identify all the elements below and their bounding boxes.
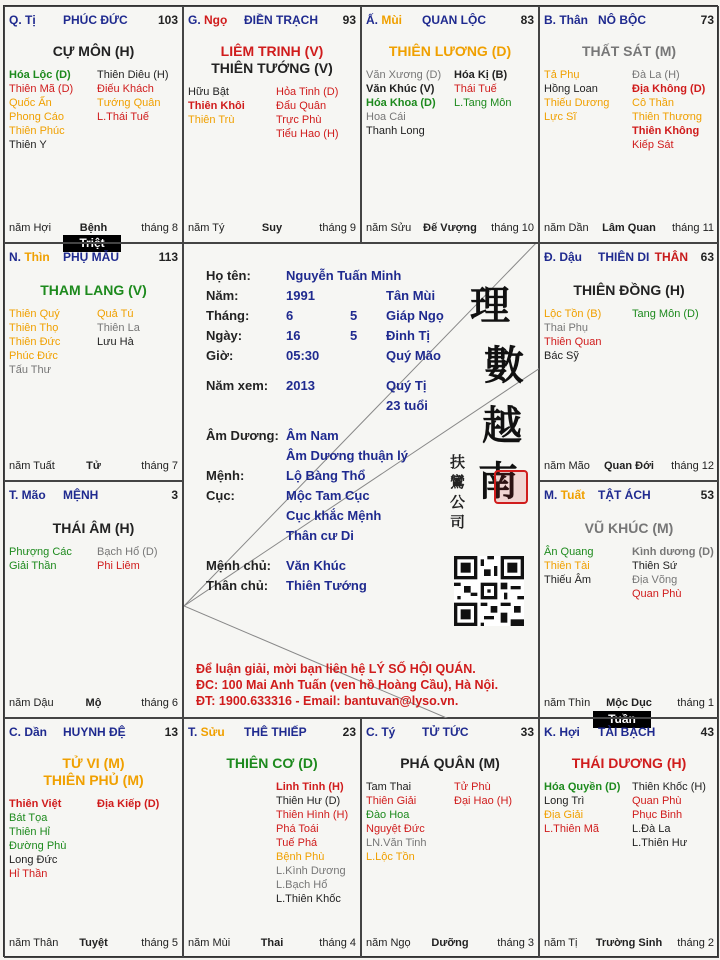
life-stage: Thai [260, 937, 284, 949]
year-value: 1991 [286, 288, 315, 303]
branch-accent: Sửu [200, 725, 225, 739]
contact-line-email[interactable]: ĐT: 1900.633316 - Email: bantuvan@lyso.vn. [196, 694, 459, 708]
stars-right-column [97, 797, 159, 811]
palace-name: TÀI BẠCH [598, 725, 656, 739]
minor-star: Trực Phù [276, 114, 322, 126]
minor-star: Thanh Long [366, 125, 425, 137]
month-value: 6 [286, 308, 294, 323]
palace-number: 63 [700, 250, 714, 264]
minor-star: Tử Phù [454, 781, 491, 793]
minor-star: Đường Phù [9, 840, 67, 852]
palace-name: PHÚC ĐỨC [63, 13, 128, 27]
minor-star: Phượng Các [9, 546, 72, 558]
hour-value: 05:30 [286, 348, 320, 363]
minor-star: Hỏa Tinh (D) [276, 86, 339, 98]
thanchu-value: Thiên Tướng [286, 578, 367, 593]
main-star: THÁI ÂM (H) [52, 520, 135, 536]
branch-accent: Tuất [560, 488, 586, 502]
palace-cell-thin [4, 243, 183, 481]
minor-star: Hóa Lộc (D) [9, 69, 71, 81]
minor-star: Phá Toái [276, 823, 319, 835]
menhchu-label: Mệnh chủ: [206, 558, 271, 573]
main-star: THIÊN LƯƠNG (D) [388, 43, 512, 59]
minor-star: Thiếu Âm [544, 574, 592, 586]
menh-label: Mệnh: [206, 468, 245, 483]
amduong-label: Âm Dương: [206, 428, 279, 443]
palace-number: 113 [158, 250, 178, 264]
palace-header [366, 13, 534, 29]
amduong-value: Âm Nam [286, 428, 339, 443]
minor-star: Địa Không (D) [632, 83, 706, 95]
minor-star: L.Lộc Tồn [366, 851, 415, 863]
minor-star: Long Đức [9, 854, 58, 866]
minor-star: Bệnh Phù [276, 851, 325, 863]
minor-star: Quốc Ấn [9, 97, 52, 109]
main-star: THÁI DƯƠNG (H) [571, 755, 687, 771]
life-stage: Mộc Dục [606, 697, 652, 709]
stars-right-column [276, 780, 348, 906]
branch-label [9, 250, 50, 264]
life-stage: Bệnh [79, 222, 108, 234]
life-stage: Dưỡng [431, 937, 469, 949]
life-stage: Lâm Quan [602, 222, 656, 234]
minor-star: L.Kình Dương [276, 865, 346, 877]
center-info-panel [183, 243, 539, 718]
main-star: TỬ VI (M) [62, 755, 125, 771]
cuc-label: Cục: [206, 488, 235, 503]
minor-star: Thiên Hình (H) [276, 809, 349, 821]
minor-star: Đào Hoa [366, 809, 410, 821]
palace-number: 73 [700, 13, 714, 27]
palace-footer [366, 937, 534, 951]
year-label: Năm: [206, 288, 239, 303]
minor-star: Linh Tinh (H) [276, 781, 344, 793]
minor-star: Tuế Phá [276, 837, 318, 849]
thanchu-label: Thân chủ: [206, 578, 269, 593]
palace-cell-ty [361, 718, 539, 958]
small-char-2: 鸞 [450, 473, 466, 491]
stars-right-column [632, 780, 706, 850]
palace-cell-than [539, 6, 719, 243]
palace-header [544, 13, 714, 29]
palace-name: HUYNH ĐỆ [63, 725, 126, 739]
branch-accent: Ngọ [204, 13, 228, 27]
palace-name: QUAN LỘC [422, 13, 486, 27]
stars-right-column [97, 545, 158, 573]
branch-label: B. Thân [544, 13, 588, 27]
stars-left-column [544, 307, 601, 363]
main-star: PHÁ QUÂN (M) [400, 755, 500, 771]
main-star: CỰ MÔN (H) [52, 43, 135, 59]
life-stage: Suy [261, 222, 283, 234]
name-value: Nguyễn Tuấn Minh [286, 268, 402, 283]
stars-right-column [97, 307, 140, 349]
palace-number: 43 [700, 725, 714, 739]
year-label: năm Mão [544, 460, 590, 472]
palace-cell-tuat [539, 481, 719, 718]
palace-name: MỆNH [63, 488, 99, 502]
palace-footer [9, 937, 178, 951]
minor-star: Phi Liêm [97, 560, 140, 572]
palace-header [9, 250, 178, 266]
calligraphy-char-4: 南 [478, 458, 518, 505]
minor-star: Thiên Quý [9, 308, 60, 320]
minor-star: L.Đà La [632, 823, 671, 835]
palace-cell-mao [4, 481, 183, 718]
branch-prefix: G. [188, 13, 205, 27]
main-star: VŨ KHÚC (M) [584, 520, 674, 536]
minor-star: L.Thiên Hư [632, 837, 688, 849]
palace-footer [9, 697, 178, 711]
palace-name: PHỤ MẪU [63, 250, 119, 264]
month-label: tháng 9 [319, 222, 356, 234]
minor-star: Hồng Loan [544, 83, 598, 95]
year-label: năm Tị [544, 937, 578, 949]
palace-cell-suu [183, 718, 361, 958]
palace-number: 93 [342, 13, 356, 27]
minor-star: Đà La (H) [632, 69, 680, 81]
year-can: Tân Mùi [386, 288, 436, 303]
month-label: tháng 1 [677, 697, 714, 709]
minor-star: Điếu Khách [97, 83, 154, 95]
palace-header [544, 488, 714, 504]
palace-number: 83 [520, 13, 534, 27]
palace-name: ĐIỀN TRẠCH [244, 13, 318, 27]
minor-star: Đẩu Quân [276, 100, 327, 112]
palace-cell-hoi [539, 718, 719, 958]
stars-right-column [97, 68, 169, 124]
minor-star: Thái Tuế [454, 83, 497, 95]
palace-name: TỬ TỨC [422, 725, 469, 739]
palace-name: THIÊN DI [598, 250, 650, 264]
minor-star: L.Thiên Mã [544, 823, 600, 835]
life-stage: Trường Sinh [595, 937, 663, 949]
palace-cell-ngo [183, 6, 361, 243]
main-star: THẤT SÁT (M) [581, 43, 677, 59]
contact-line-2: ĐC: 100 Mai Anh Tuấn (ven hồ Hoàng Cầu), Hà Nội. [196, 678, 499, 692]
minor-star: Hóa Quyền (D) [544, 781, 621, 793]
minor-star: L.Bạch Hổ [276, 879, 328, 891]
palace-header [188, 13, 356, 29]
year-label: năm Tý [188, 222, 225, 234]
stars-left-column [544, 780, 620, 836]
year-label: năm Mùi [188, 937, 231, 949]
stars-left-column [9, 68, 73, 152]
minor-star: Thiên Khốc (H) [632, 781, 706, 793]
palace-header [366, 725, 534, 741]
year-label: năm Sửu [366, 222, 412, 234]
month-label: tháng 2 [677, 937, 714, 949]
tuan-tag: Tuần [593, 711, 651, 728]
branch-prefix: T. [188, 725, 201, 739]
stars-right-column [454, 780, 512, 808]
stars-right-column [632, 307, 699, 321]
minor-star: Phúc Đức [9, 350, 58, 362]
palace-number: 13 [164, 725, 178, 739]
amduong-note: Âm Dương thuận lý [286, 448, 408, 463]
minor-star: Thiên Mã (D) [9, 83, 74, 95]
branch-prefix: Ấ. [366, 13, 382, 27]
stars-right-column [454, 68, 511, 110]
minor-star: Hóa Kị (B) [454, 69, 508, 81]
day-can: Đinh Tị [386, 328, 431, 343]
name-label: Họ tên: [206, 268, 251, 283]
stars-left-column [544, 68, 609, 124]
minor-star: Tiểu Hao (H) [276, 128, 339, 140]
minor-star: Lộc Tồn (B) [544, 308, 602, 320]
palace-header [188, 725, 356, 741]
cuc-note: Cục khắc Mệnh [286, 508, 382, 523]
year-label: năm Hợi [9, 222, 52, 234]
main-star: THAM LANG (V) [40, 282, 147, 298]
minor-star: Long Trì [544, 795, 585, 807]
palace-footer [9, 460, 178, 474]
day-label: Ngày: [206, 328, 243, 343]
stars-left-column [188, 85, 245, 127]
life-stage: Đế Vượng [423, 222, 477, 234]
palace-cell-dau [539, 243, 719, 481]
year-label: năm Ngọ [366, 937, 411, 949]
month-label: tháng 12 [671, 460, 714, 472]
minor-star: Hữu Bật [188, 86, 229, 98]
minor-star: Thiên Tài [544, 560, 590, 572]
minor-star: Thai Phụ [544, 322, 589, 334]
branch-label: C. Dần [9, 725, 48, 739]
minor-star: Giải Thần [9, 560, 57, 572]
minor-star: Phong Cáo [9, 111, 65, 123]
minor-star: Quan Phù [632, 795, 682, 807]
month-can: Giáp Ngọ [386, 308, 444, 323]
minor-star: Kình dương (D) [632, 546, 714, 558]
month-label: tháng 10 [491, 222, 534, 234]
palace-footer [544, 697, 714, 711]
palace-name: TẬT ÁCH [598, 488, 651, 502]
palace-number: 33 [520, 725, 534, 739]
minor-star: Phục Binh [632, 809, 683, 821]
month-lunar: 5 [350, 308, 358, 323]
minor-star: Thiên Hỉ [9, 826, 50, 838]
stars-left-column [9, 307, 60, 377]
main-star: THIÊN CƠ (D) [226, 755, 318, 771]
month-label: Tháng: [206, 308, 250, 323]
minor-star: Thiên Trù [188, 114, 235, 126]
palace-footer [544, 222, 714, 236]
palace-footer [544, 460, 714, 474]
minor-star: Thiên Quan [544, 336, 602, 348]
menhchu-value: Văn Khúc [286, 558, 346, 573]
minor-star: Địa Kiếp (D) [97, 798, 160, 810]
stars-right-column [632, 68, 705, 152]
minor-star: Cô Thần [632, 97, 674, 109]
horoscope-chart [3, 5, 718, 957]
stars-right-column [276, 85, 339, 141]
minor-star: Tướng Quân [97, 97, 161, 109]
age-value: 23 tuổi [386, 398, 428, 413]
month-label: tháng 3 [497, 937, 534, 949]
day-lunar: 5 [350, 328, 358, 343]
than-marker: THÂN [654, 250, 688, 264]
minor-star: Hóa Khoa (D) [366, 97, 436, 109]
minor-star: Thiên Thương [632, 111, 703, 123]
palace-cell-mui [361, 6, 539, 243]
minor-star: Tả Phụ [544, 69, 580, 81]
year-label: năm Dậu [9, 697, 54, 709]
cuc-value: Mộc Tam Cục [286, 488, 370, 503]
minor-star: Tấu Thư [9, 364, 52, 376]
month-label: tháng 11 [671, 222, 714, 234]
branch-label: T. Mão [9, 488, 46, 502]
minor-star: Kiếp Sát [632, 139, 674, 151]
minor-star: Thiên Khôi [188, 100, 245, 112]
stars-left-column [366, 68, 441, 138]
minor-star: Lực Sĩ [544, 111, 577, 123]
year-label: năm Tuất [9, 460, 55, 472]
life-stage: Tuyệt [79, 937, 108, 949]
palace-cell-ti [4, 6, 183, 243]
stars-left-column [9, 797, 66, 881]
minor-star: Bát Tọa [9, 812, 48, 824]
minor-star: Thiên Đức [9, 336, 61, 348]
minor-star: Hoa Cái [366, 111, 406, 123]
life-stage: Mộ [85, 697, 102, 709]
minor-star: Văn Khúc (V) [366, 83, 435, 95]
view-year-label: Năm xem: [206, 378, 269, 393]
palace-number: 53 [700, 488, 714, 502]
calligraphy-char-1: 理 [470, 282, 510, 329]
minor-star: L.Thái Tuế [97, 111, 149, 123]
life-stage: Tử [86, 460, 101, 472]
stars-left-column [366, 780, 427, 864]
minor-star: LN.Văn Tinh [366, 837, 427, 849]
minor-star: Thiên Diêu (H) [97, 69, 169, 81]
palace-cell-dan [4, 718, 183, 958]
branch-prefix: N. [9, 250, 25, 264]
qr-code[interactable] [454, 556, 524, 626]
view-year-value: 2013 [286, 378, 315, 393]
minor-star: Hỉ Thần [9, 868, 48, 880]
day-value: 16 [286, 328, 301, 343]
stars-left-column [9, 545, 72, 573]
branch-prefix: M. [544, 488, 561, 502]
small-calligraphy [450, 452, 466, 532]
month-label: tháng 8 [141, 222, 178, 234]
minor-star: Văn Xương (D) [366, 69, 442, 81]
main-star: LIÊM TRINH (V) [220, 43, 324, 59]
branch-accent: Mùi [381, 13, 403, 27]
minor-star: Thiên Không [632, 125, 700, 137]
palace-footer [366, 222, 534, 236]
branch-label [366, 13, 402, 27]
minor-star: Thiên Việt [9, 798, 62, 810]
main-star: THIÊN PHỦ (M) [43, 772, 144, 788]
minor-star: Đại Hao (H) [454, 795, 513, 807]
minor-star: Nguyệt Đức [366, 823, 425, 835]
branch-label: C. Tý [366, 725, 396, 739]
palace-name: NÔ BỘC [598, 13, 646, 27]
palace-header [544, 250, 714, 266]
than-cu-value: Thân cư Di [286, 528, 354, 543]
minor-star: Thiên Y [9, 139, 47, 151]
branch-label [544, 488, 585, 502]
year-label: năm Dần [544, 222, 589, 234]
main-star: THIÊN TƯỚNG (V) [211, 60, 333, 76]
minor-star: Thiên Sứ [632, 560, 678, 572]
minor-star: Bác Sỹ [544, 350, 579, 362]
palace-footer [9, 222, 178, 236]
branch-label [188, 13, 227, 27]
minor-star: Thiên Thọ [9, 322, 59, 334]
stars-left-column [544, 545, 594, 587]
palace-footer [544, 937, 714, 951]
palace-footer [188, 222, 356, 236]
palace-footer [188, 937, 356, 951]
small-char-3: 公 [450, 493, 466, 511]
life-stage: Quan Đới [604, 460, 654, 472]
minor-star: L.Tang Môn [454, 97, 512, 109]
minor-star: Bạch Hổ (D) [97, 546, 158, 558]
month-label: tháng 6 [141, 697, 178, 709]
year-label: năm Thìn [544, 697, 591, 709]
year-label: năm Thân [9, 937, 59, 949]
minor-star: Thiên Hư (D) [276, 795, 341, 807]
minor-star: Thiếu Dương [544, 97, 610, 109]
minor-star: Thiên Giải [366, 795, 417, 807]
stars-right-column [632, 545, 714, 601]
branch-accent: Thìn [24, 250, 50, 264]
minor-star: Quả Tú [97, 308, 134, 320]
menh-value: Lộ Bàng Thổ [286, 468, 366, 483]
minor-star: Ân Quang [544, 546, 594, 558]
contact-line-1: Để luận giải, mời bạn liên hệ LÝ SỐ HỘI QUÁN. [196, 662, 476, 676]
minor-star: Quan Phù [632, 588, 682, 600]
minor-star: Thiên La [97, 322, 140, 334]
palace-number: 103 [157, 13, 178, 27]
minor-star: Lưu Hà [97, 336, 134, 348]
palace-number: 3 [171, 488, 178, 502]
main-star: THIÊN ĐỒNG (H) [573, 282, 685, 298]
month-label: tháng 4 [319, 937, 356, 949]
branch-label [188, 725, 225, 739]
minor-star: Địa Võng [632, 574, 678, 586]
month-label: tháng 5 [141, 937, 178, 949]
palace-header [9, 725, 178, 741]
branch-label: Q. Tị [9, 13, 36, 27]
palace-header [9, 13, 178, 29]
minor-star: Tam Thai [366, 781, 412, 793]
month-label: tháng 7 [141, 460, 178, 472]
palace-header [544, 725, 714, 741]
minor-star: Địa Giải [544, 809, 584, 821]
minor-star: Thiên Phúc [9, 125, 65, 137]
minor-star: L.Thiên Khốc [276, 893, 341, 905]
branch-label: Đ. Dậu [544, 250, 583, 264]
seal-stamp [494, 470, 528, 504]
palace-name: THÊ THIẾP [244, 725, 307, 739]
small-char-4: 司 [450, 513, 466, 531]
calligraphy-char-2: 數 [484, 342, 524, 389]
calligraphy-char-3: 越 [482, 402, 522, 449]
small-char-1: 扶 [450, 453, 466, 471]
triet-tag: Triệt [63, 235, 121, 252]
palace-number: 23 [342, 725, 356, 739]
hour-label: Giờ: [206, 348, 234, 363]
palace-header [9, 488, 178, 504]
view-year-can: Quý Tị [386, 378, 427, 393]
hour-can: Quý Mão [386, 348, 441, 363]
minor-star: Tang Môn (D) [632, 308, 699, 320]
branch-label: K. Hợi [544, 725, 580, 739]
